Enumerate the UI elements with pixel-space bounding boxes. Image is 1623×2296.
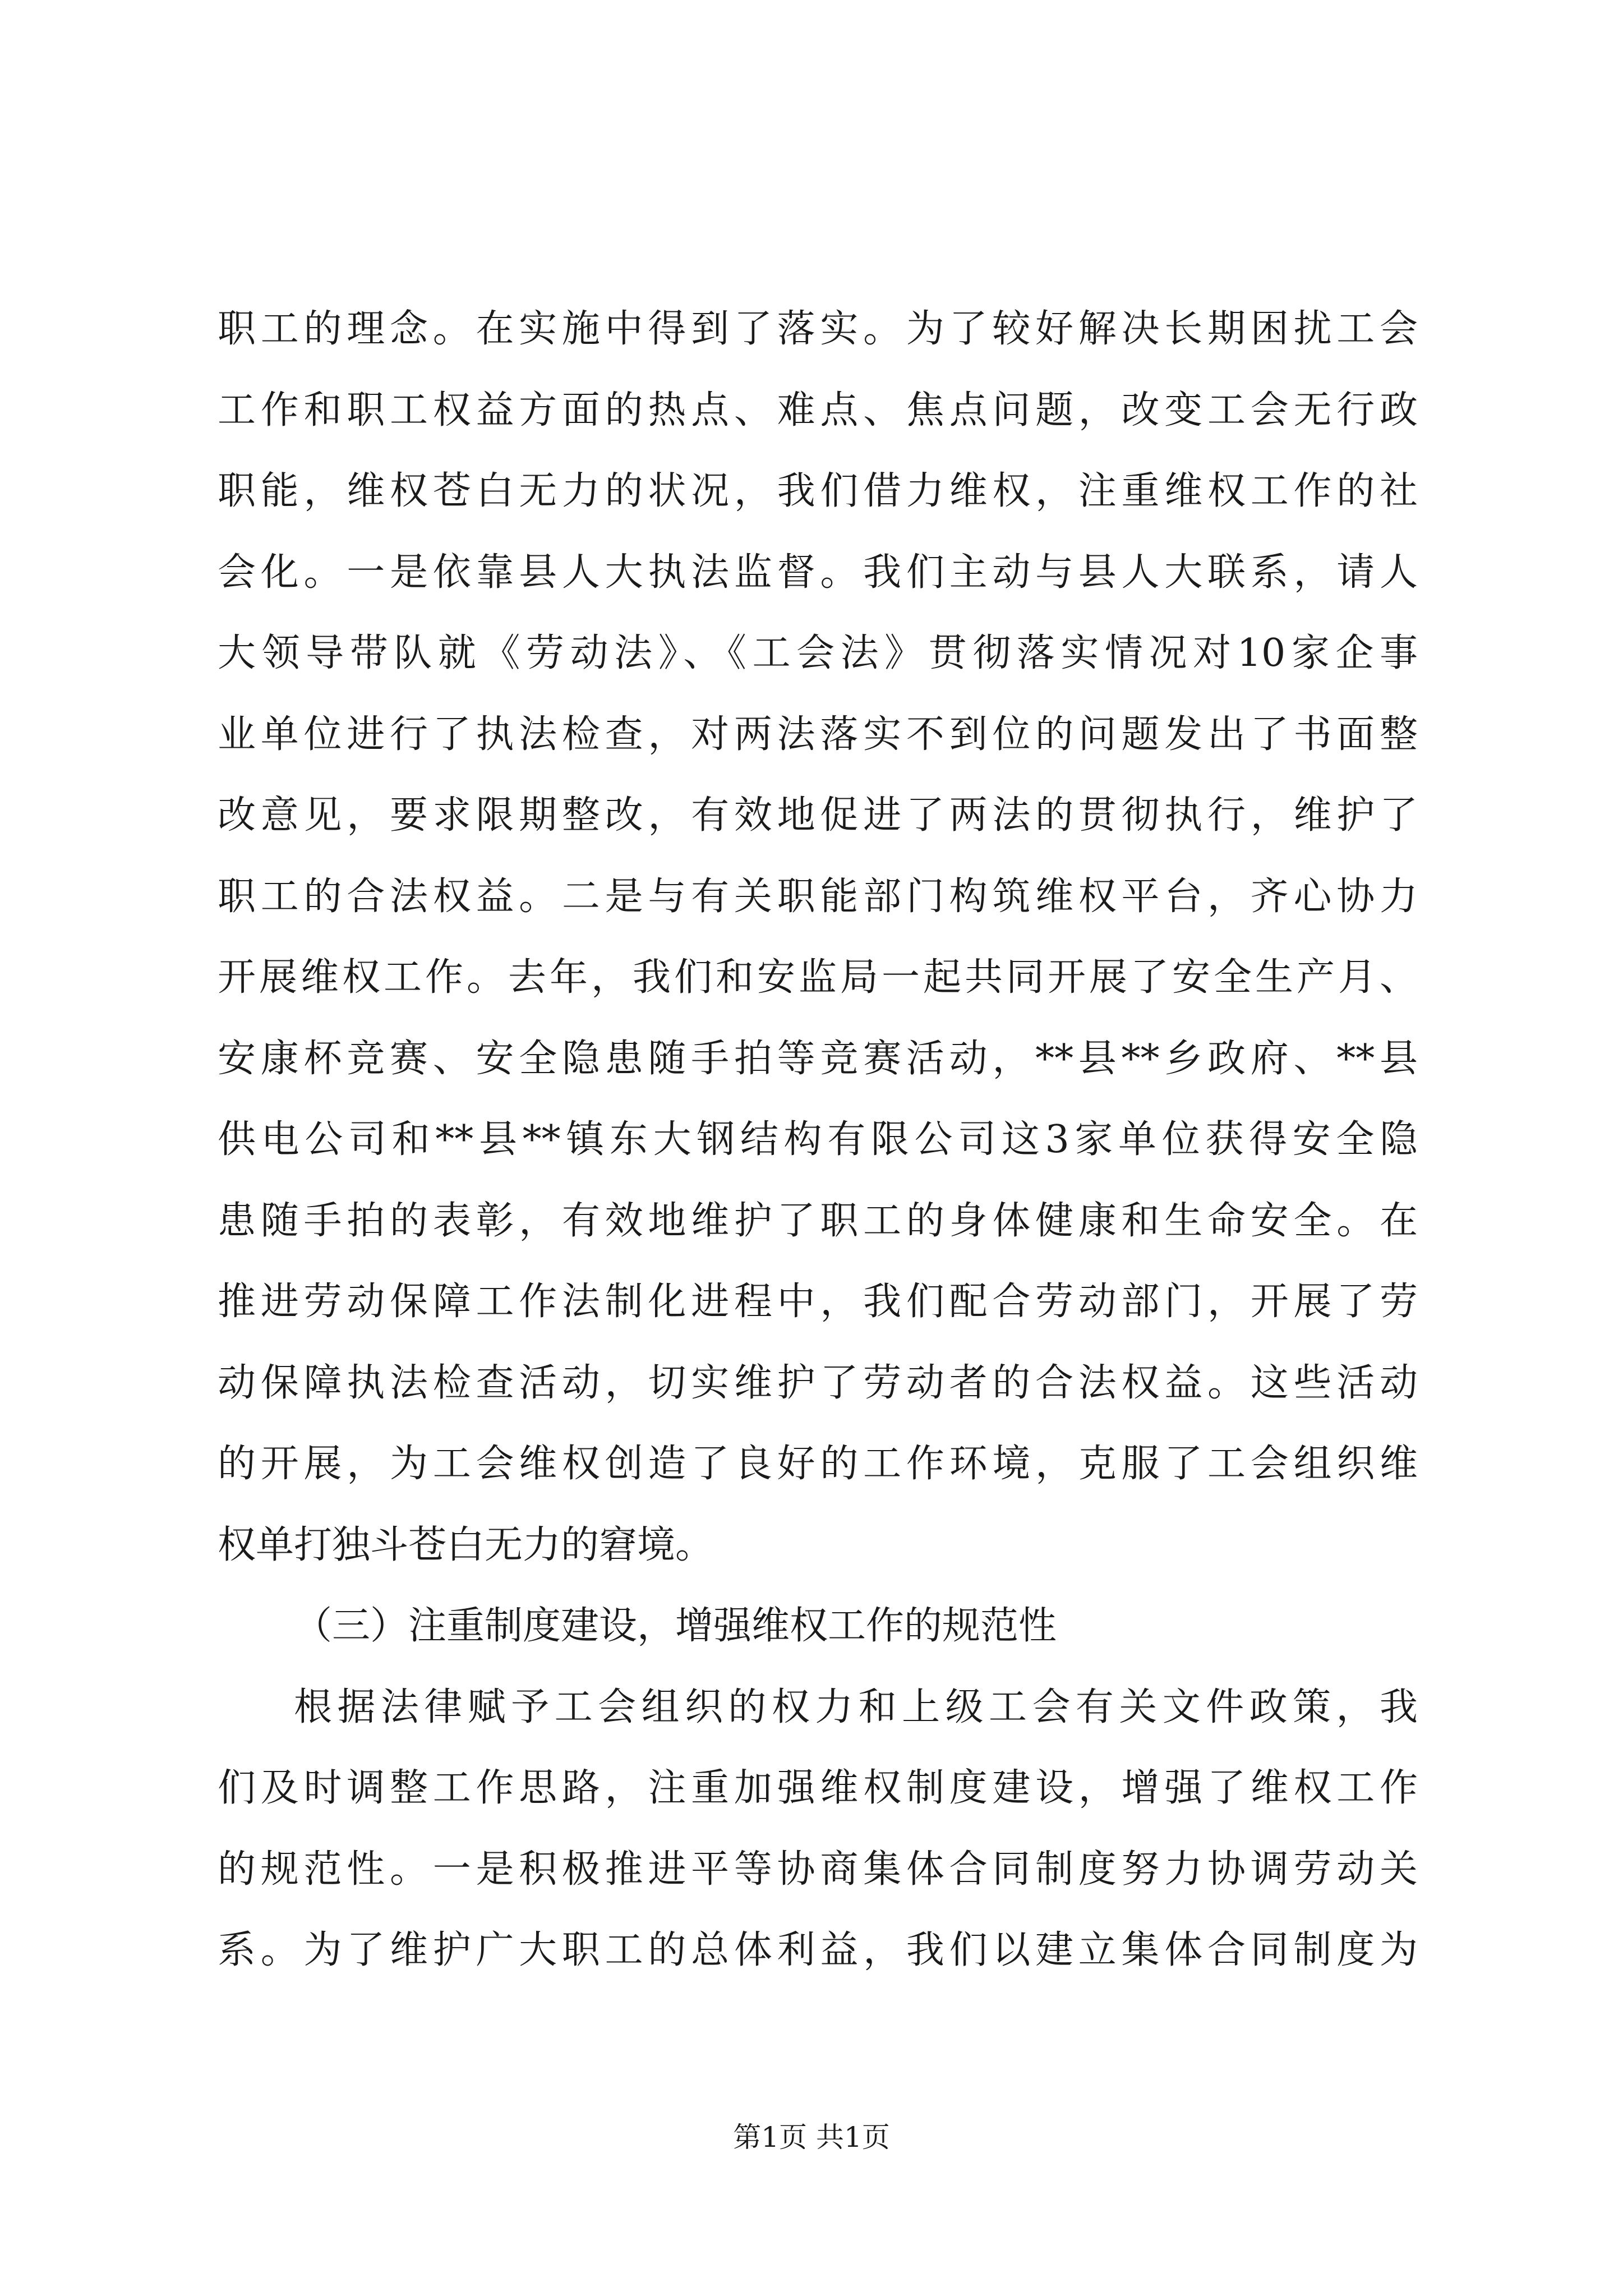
paragraph-line: 的开展，为工会维权创造了良好的工作环境，克服了工会组织维 <box>218 1442 1418 1486</box>
paragraph-line: 供电公司和**县**镇东大钢结构有限公司这3家单位获得安全隐 <box>218 1117 1418 1162</box>
paragraph-line: 根据法律赋予工会组织的权力和上级工会有关文件政策，我 <box>294 1685 1418 1729</box>
paragraph-line: 大领导带队就《劳动法》、《工会法》贯彻落实情况对10家企事 <box>218 631 1418 675</box>
paragraph-line: 动保障执法检查活动，切实维护了劳动者的合法权益。这些活动 <box>218 1360 1418 1405</box>
paragraph-line: 工作和职工权益方面的热点、难点、焦点问题，改变工会无行政 <box>218 388 1418 432</box>
paragraph-line: 患随手拍的表彰，有效地维护了职工的身体健康和生命安全。在 <box>218 1198 1418 1243</box>
document-body <box>218 289 1418 1991</box>
paragraph-line: 推进劳动保障工作法制化进程中，我们配合劳动部门，开展了劳 <box>218 1280 1418 1324</box>
paragraph-line: 的规范性。一是积极推进平等协商集体合同制度努力协调劳动关 <box>218 1847 1418 1892</box>
paragraph-line: 权单打独斗苍白无力的窘境。 <box>218 1522 714 1567</box>
paragraph-line: 系。为了维护广大职工的总体利益，我们以建立集体合同制度为 <box>218 1928 1418 1972</box>
paragraph-line: 职工的合法权益。二是与有关职能部门构筑维权平台，齐心协力 <box>218 874 1418 919</box>
paragraph-line: 安康杯竞赛、安全隐患随手拍等竞赛活动，**县**乡政府、**县 <box>218 1036 1418 1081</box>
page-number-footer: 第1页 共1页 <box>733 2121 890 2154</box>
paragraph-line: 改意见，要求限期整改，有效地促进了两法的贯彻执行，维护了 <box>218 793 1418 838</box>
paragraph-line: 职能，维权苍白无力的状况，我们借力维权，注重维权工作的社 <box>218 469 1418 513</box>
paragraph-line: 会化。一是依靠县人大执法监督。我们主动与县人大联系，请人 <box>218 550 1418 595</box>
section-heading: （三）注重制度建设，增强维权工作的规范性 <box>294 1604 1057 1648</box>
paragraph-line: 职工的理念。在实施中得到了落实。为了较好解决长期困扰工会 <box>218 307 1418 351</box>
paragraph-line: 开展维权工作。去年，我们和安监局一起共同开展了安全生产月、 <box>218 955 1418 1000</box>
paragraph-line: 业单位进行了执法检查，对两法落实不到位的问题发出了书面整 <box>218 712 1418 757</box>
paragraph-line: 们及时调整工作思路，注重加强维权制度建设，增强了维权工作 <box>218 1766 1418 1810</box>
